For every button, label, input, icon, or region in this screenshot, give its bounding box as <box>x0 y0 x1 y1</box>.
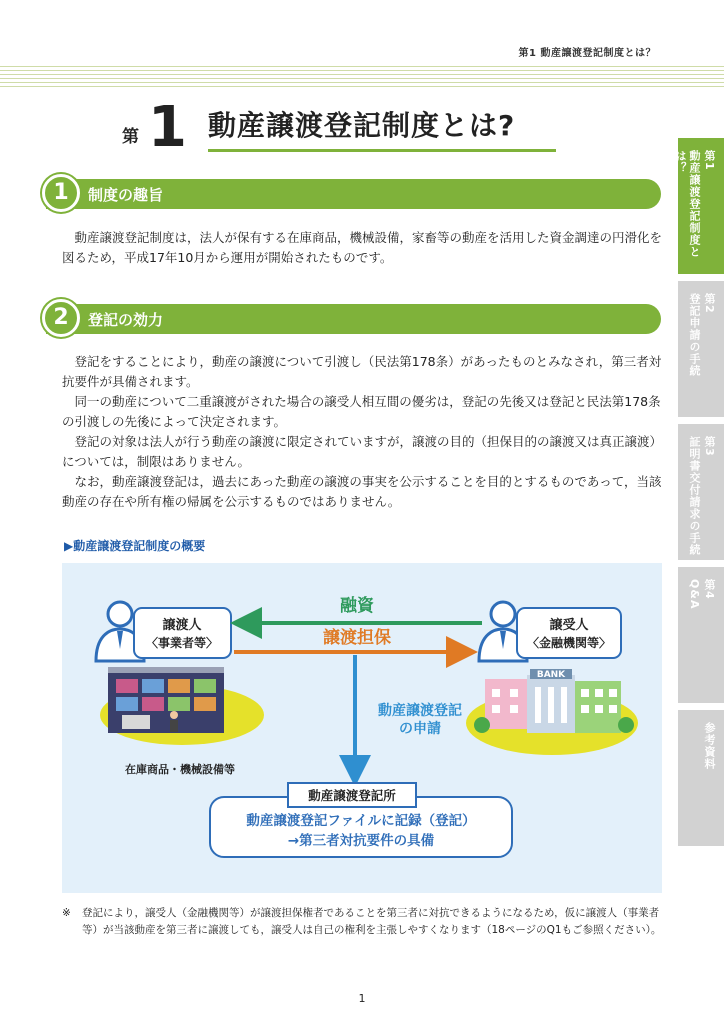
overview-diagram <box>62 563 662 893</box>
footnote-text: 登記により，譲受人（金融機関等）が譲渡担保権者であることを第三者に対抗できるようになるため，仮に譲渡人（事業者等）が当該動産を第三者に譲渡しても，譲受人は自己の権利を主張しやすくなります（18ページのQ1もご参照ください）。 <box>82 907 662 936</box>
running-header: 第1 動産譲渡登記制度とは？ <box>518 48 656 59</box>
transferee-sublabel: 〈金融機関等〉 <box>526 636 612 650</box>
tab-chapter-title: Q&A <box>688 579 701 610</box>
registry-record-text: 動産譲渡登記ファイルに記録（登記） <box>246 813 476 829</box>
tab-appendix-label: 参考資料 <box>703 722 716 770</box>
tab-chapter-number: 第2 <box>703 293 716 314</box>
tab-chapter-number: 第1 <box>703 150 716 171</box>
transferee-label: 譲受人 <box>549 618 589 633</box>
footnote <box>62 905 667 939</box>
section-2-paragraph-1: 登記をすることにより，動産の譲渡について引渡し（民法第178条）があったものとみなされ，第三者対抗要件が具備されます。 <box>62 354 662 389</box>
registry-title: 動産譲渡登記所 <box>308 788 396 803</box>
section-2-paragraph-2: 同一の動産について二重譲渡がされた場合の譲受人相互間の優劣は，登記の先後又は登記と民法第178条の引渡しの先後によって決定されます。 <box>62 394 661 429</box>
chapter-number: 1 <box>148 95 187 160</box>
transferor-label: 譲渡人 <box>162 618 202 633</box>
chapter-prefix: 第 <box>122 127 139 147</box>
figure-caption: ▶動産譲渡登記制度の概要 <box>64 539 206 553</box>
bank-sign: BANK <box>536 670 566 680</box>
section-heading-2 <box>46 304 661 334</box>
section-number-badge: 1 <box>42 174 80 212</box>
title-underline <box>208 149 556 152</box>
application-label-line2: の申請 <box>399 721 441 737</box>
tab-chapter-number: 第4 <box>703 579 716 600</box>
tab-chapter-number: 第3 <box>703 436 716 457</box>
section-title: 制度の趣旨 <box>88 186 164 204</box>
section-title: 登記の効力 <box>88 311 164 329</box>
side-tab-chapter-1[interactable] <box>674 138 724 274</box>
tab-chapter-title: 動産譲渡登記制度とは？ <box>674 150 701 258</box>
footnote-mark: ※ <box>62 907 71 919</box>
bank-illustration <box>466 669 638 755</box>
assets-label: 在庫商品・機械設備等 <box>125 763 235 776</box>
registry-effect-text: →第三者対抗要件の具備 <box>287 833 435 849</box>
page-number: 1 <box>358 992 366 1005</box>
financing-label: 融資 <box>340 596 374 616</box>
application-label-line1: 動産譲渡登記 <box>378 703 462 719</box>
tab-chapter-title: 登記申請の手続 <box>688 293 701 377</box>
section-number-badge: 2 <box>42 299 80 337</box>
side-tab-chapter-3[interactable] <box>678 424 724 560</box>
transferor-sublabel: 〈事業者等〉 <box>145 636 219 650</box>
tab-chapter-title: 証明書交付請求の手続 <box>688 436 701 556</box>
section-2-paragraph-4: なお，動産譲渡登記は，過去にあった動産の譲渡の事実を公示することを目的とするものであって，当該動産の存在や所有権の帰属を公示するものではありません。 <box>62 474 662 509</box>
side-tab-chapter-2[interactable] <box>678 281 724 417</box>
side-tab-chapter-4[interactable] <box>678 567 724 703</box>
section-heading-1 <box>46 179 661 209</box>
section-1-paragraph: 動産譲渡登記制度は，法人が保有する在庫商品，機械設備，家畜等の動産を活用した資金調達の円滑化を図るため，平成17年10月から運用が開始されたものです。 <box>62 230 663 265</box>
transferor-box <box>134 608 231 658</box>
transferee-box <box>517 608 621 658</box>
section-2-paragraph-3: 登記の対象は法人が行う動産の譲渡に限定されていますが，譲渡の目的（担保目的の譲渡又は真正譲渡）については，制限はありません。 <box>62 434 663 469</box>
chapter-heading: 動産譲渡登記制度とは? <box>208 109 516 142</box>
header-rule <box>0 66 724 88</box>
chapter-title <box>112 95 592 170</box>
side-tab-appendix[interactable] <box>678 710 724 846</box>
warehouse-illustration <box>100 667 264 745</box>
collateral-label: 譲渡担保 <box>323 628 391 648</box>
